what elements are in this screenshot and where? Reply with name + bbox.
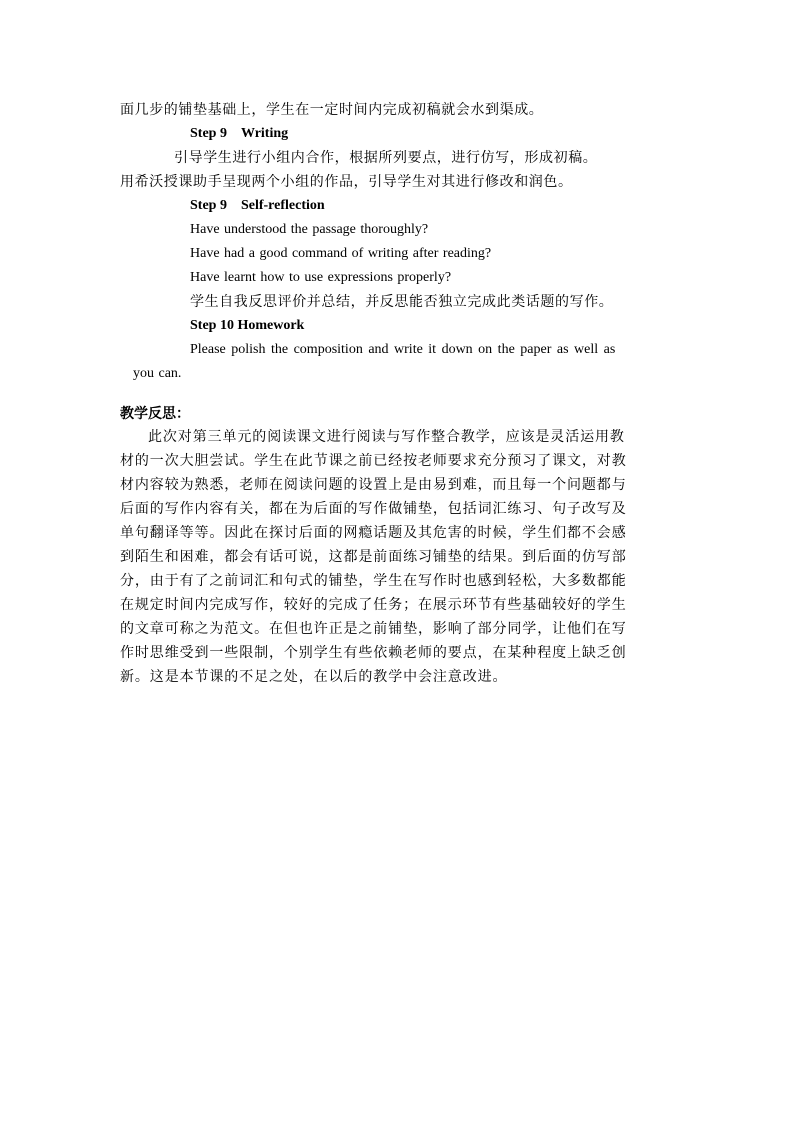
step-title: Writing: [240, 126, 289, 141]
reflection-paragraph-line: 新。这是本节课的不足之处，在以后的教学中会注意改进。: [120, 669, 508, 685]
step-number: Step 9: [190, 198, 227, 213]
reflection-question-1: Have understood the passage thoroughly?: [190, 222, 429, 237]
reflection-paragraph-line: 分，由于有了之前词汇和句式的铺垫，学生在写作时也感到轻松，大多数都能: [120, 573, 627, 589]
reflection-paragraph-line: 作时思维受到一些限制，个别学生有些依赖老师的要点，在某种程度上缺乏创: [120, 645, 627, 661]
step-number: Step 9: [190, 126, 227, 141]
reflection-paragraph-line: 的文章可称之为范文。在但也许正是之前铺垫，影响了部分同学，让他们在写: [120, 621, 627, 637]
reflection-paragraph-line: 单句翻译等等。因此在探讨后面的网瘾话题及其危害的时候，学生们都不会感: [120, 525, 627, 541]
reflection-paragraph-line: 材的一次大胆尝试。学生在此节课之前已经按老师要求充分预习了课文，对教: [120, 453, 627, 469]
reflection-paragraph-line: 后面的写作内容有关，都在为后面的写作做铺垫，包括词汇练习、句子改写及: [120, 501, 627, 517]
reflection-paragraph-line: 到陌生和困难，都会有话可说，这都是前面练习铺垫的结果。到后面的仿写部: [120, 549, 627, 565]
reflection-question-3: Have learnt how to use expressions properly?: [190, 270, 452, 285]
reflection-paragraph-line: 此次对第三单元的阅读课文进行阅读与写作整合教学，应该是灵活运用教: [148, 429, 625, 445]
teaching-reflection-heading: 教学反思：: [120, 406, 190, 422]
writing-line-2: 用希沃授课助手呈现两个小组的作品，引导学生对其进行修改和润色。: [120, 174, 573, 190]
step9-writing-heading: [190, 125, 288, 143]
reflection-paragraph-line: 材内容较为熟悉，老师在阅读问题的设置上是由易到难，而且每一个问题都与: [120, 477, 627, 493]
homework-line-2: you can.: [133, 366, 182, 381]
homework-line-1: Please polish the composition and write it down on the paper as well as: [190, 342, 616, 357]
reflection-question-2: Have had a good command of writing after reading?: [190, 246, 492, 261]
reflection-summary: 学生自我反思评价并总结，并反思能否独立完成此类话题的写作。: [190, 294, 614, 310]
step10-heading: Step 10 Homework: [190, 318, 305, 333]
reflection-paragraph-line: 在规定时间内完成写作，较好的完成了任务；在展示环节有些基础较好的学生: [120, 597, 627, 613]
intro-tail-line: 面几步的铺垫基础上，学生在一定时间内完成初稿就会水到渠成。: [120, 102, 544, 118]
step-title: Self-reflection: [240, 198, 325, 213]
step9-reflection-heading: [190, 197, 325, 215]
writing-line-1: 引导学生进行小组内合作，根据所列要点，进行仿写，形成初稿。: [174, 150, 598, 166]
